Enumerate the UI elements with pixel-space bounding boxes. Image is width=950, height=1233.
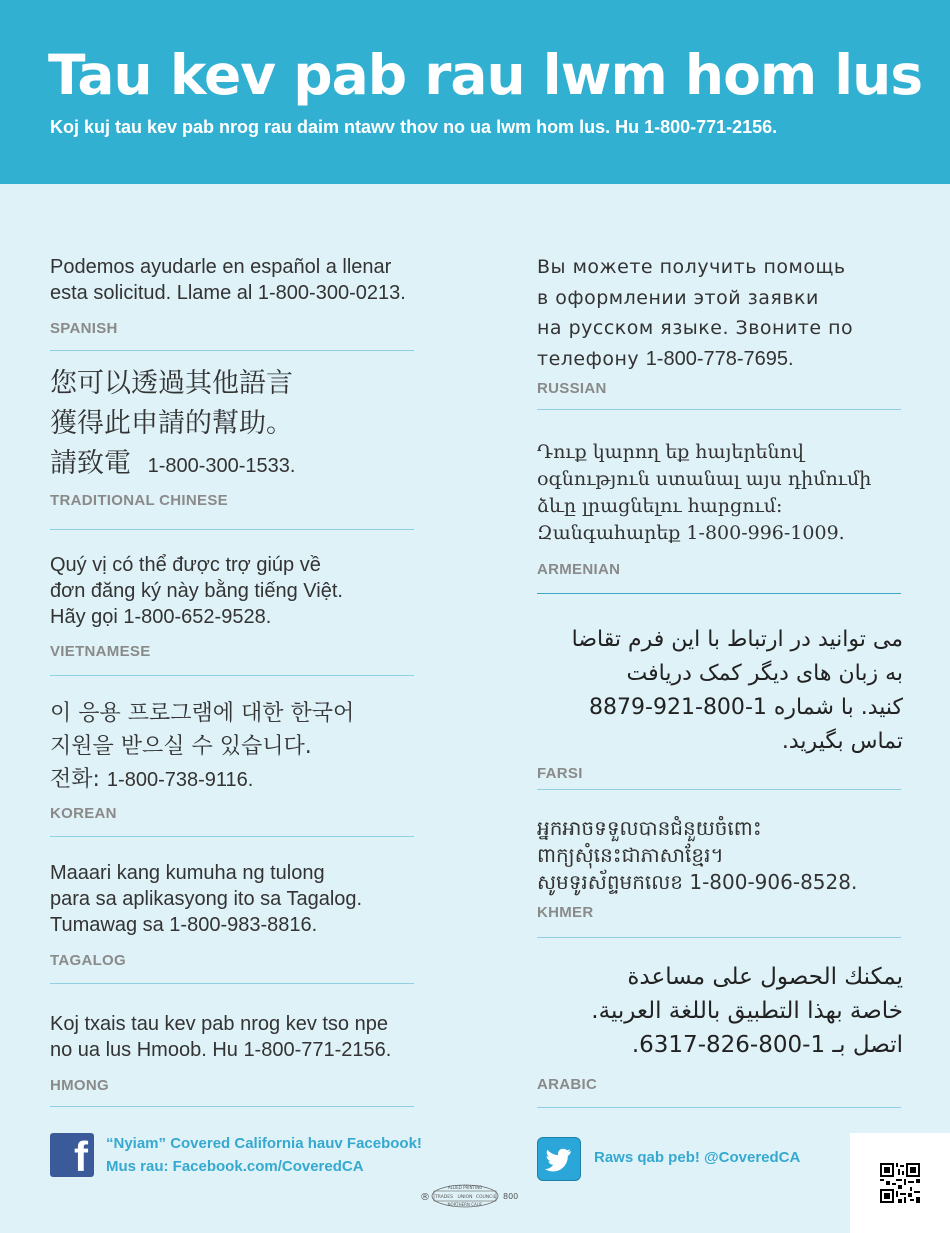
header-banner <box>0 0 950 184</box>
divider <box>50 983 414 984</box>
language-label: TRADITIONAL CHINESE <box>50 492 228 509</box>
facebook-icon[interactable]: f <box>50 1133 94 1177</box>
entry-farsi: می توانید در ارتباط با این فرم تقاضا به زبان های دیگر کمک دریافت کنید. با شماره 1-800-921-8879 تماس بگیرید. FARSI <box>537 627 903 782</box>
language-label: ARABIC <box>537 1076 598 1093</box>
svg-text:UNION: UNION <box>457 1195 473 1200</box>
page-title: Tau kev pab rau lwm hom lus <box>48 43 923 107</box>
entry-khmer: អ្នកអាចទទួលបានជំនួយចំពោះ ពាក្យសុំនេះជាភាសាខ្មែរ។ សូមទូរស័ព្ទមកលេខ 1-800-906-8528. KHMER <box>537 816 858 921</box>
entry-spanish <box>50 254 406 337</box>
twitter-link[interactable]: Raws qab peb! @CoveredCA <box>594 1149 801 1166</box>
divider <box>50 1106 414 1107</box>
language-label: KHMER <box>537 904 594 921</box>
entry-text: Maaari kang kumuha ng tulong para sa aplikasyong ito sa Tagalog. Tumawag sa 1-800-983-8816. <box>50 862 363 936</box>
divider <box>50 350 414 351</box>
entry-tagalog <box>50 860 362 969</box>
qr-code-panel <box>850 1133 950 1233</box>
svg-text:800: 800 <box>503 1192 519 1201</box>
entry-korean: 이 응용 프로그램에 대한 한국어 지원을 받으실 수 있습니다. 전화: 1-800-738-9116. KOREAN <box>50 701 355 822</box>
language-label: SPANISH <box>50 320 118 337</box>
entry-armenian: Դուք կարող եք հայերենով օգնություն ստանալ այս դիմումի ձևը լրացնելու հարցում: Զանգահարեք 1-800-996-1009. ARMENIAN <box>537 441 872 578</box>
divider <box>537 789 901 790</box>
language-label: RUSSIAN <box>537 380 607 397</box>
union-bug-logo <box>420 1183 520 1209</box>
entry-russian: Вы можете получить помощь в оформлении этой заявки на русском языке. Звоните по телефону 1-800-778-7695. RUSSIAN <box>537 256 854 397</box>
entry-vietnamese <box>50 552 343 660</box>
svg-text:NORTHERN CALIF: NORTHERN CALIF <box>447 1202 483 1207</box>
divider <box>537 937 901 938</box>
divider <box>50 675 414 676</box>
entry-hmong <box>50 1011 391 1094</box>
language-label: KOREAN <box>50 805 117 822</box>
svg-text:COUNCIL: COUNCIL <box>475 1195 497 1200</box>
divider <box>537 409 901 410</box>
svg-text:TRADES: TRADES <box>435 1195 453 1200</box>
entry-arabic: يمكنك الحصول على مساعدة خاصة بهذا التطبيق باللغة العربية. اتصل بـ 1-800-826-6317. ARABIC <box>537 964 903 1093</box>
twitter-icon[interactable] <box>537 1137 581 1181</box>
svg-text:®: ® <box>420 1192 430 1203</box>
entry-text: Podemos ayudarle en español a llenar esta solicitud. Llame al 1-800-300-0213. <box>50 256 406 304</box>
qr-code[interactable] <box>880 1163 920 1203</box>
page-subtitle: Koj kuj tau kev pab nrog rau daim ntawv thov no ua lwm hom lus. Hu 1-800-771-2156. <box>50 117 778 137</box>
entry-text: Koj txais tau kev pab nrog kev tso npe no ua lus Hmoob. Hu 1-800-771-2156. <box>50 1013 392 1061</box>
svg-text:ALLIED PRINTING: ALLIED PRINTING <box>447 1185 483 1190</box>
entry-text: Quý vị có thể được trợ giúp về đơn đăng ký này bằng tiếng Việt. Hãy gọi 1-800-652-9528. <box>50 554 343 628</box>
language-label: VIETNAMESE <box>50 643 151 660</box>
entry-traditional-chinese: 您可以透過其他語言 獲得此申請的幫助。 請致電 1-800-300-1533. TRADITIONAL CHINESE <box>50 368 296 509</box>
facebook-link[interactable]: “Nyiam” Covered California hauv Facebook! Mus rau: Facebook.com/CoveredCA <box>106 1135 422 1175</box>
divider <box>50 529 414 530</box>
language-label: HMONG <box>50 1077 109 1094</box>
language-label: TAGALOG <box>50 952 126 969</box>
divider <box>537 593 901 594</box>
language-label: ARMENIAN <box>537 561 621 578</box>
divider <box>50 836 414 837</box>
divider <box>537 1107 901 1108</box>
language-label: FARSI <box>537 765 583 782</box>
